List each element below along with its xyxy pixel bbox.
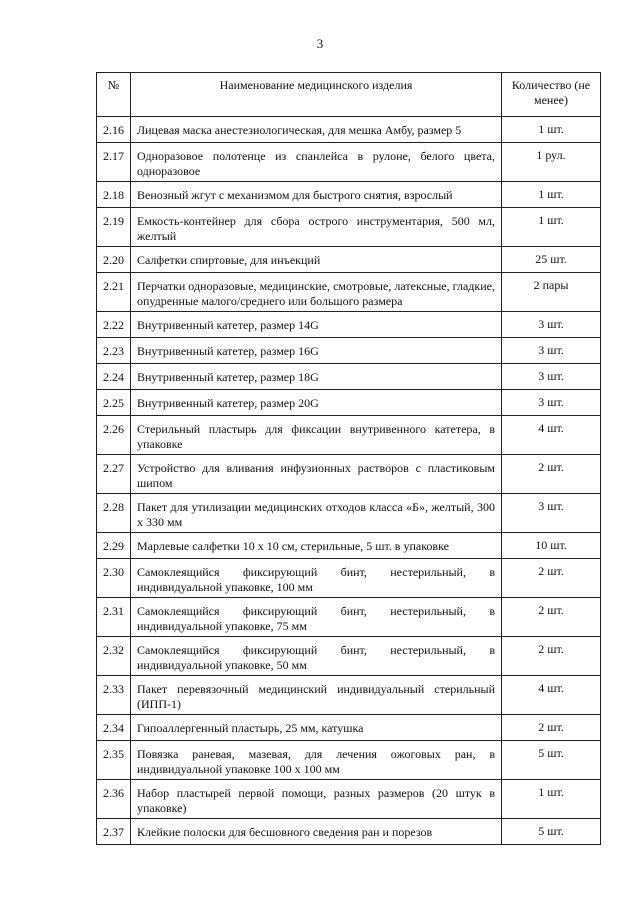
row-item-name: Марлевые салфетки 10 х 10 см, стерильные, 5 шт. в упаковке xyxy=(131,533,502,559)
row-quantity: 25 шт. xyxy=(502,247,601,273)
row-quantity: 2 шт. xyxy=(502,559,601,598)
row-quantity: 2 шт. xyxy=(502,455,601,494)
table-row xyxy=(97,715,601,741)
table-row xyxy=(97,780,601,819)
row-quantity: 3 шт. xyxy=(502,494,601,533)
row-quantity: 3 шт. xyxy=(502,312,601,338)
row-quantity: 4 шт. xyxy=(502,416,601,455)
table-row xyxy=(97,364,601,390)
row-number: 2.31 xyxy=(97,598,131,637)
row-quantity: 1 шт. xyxy=(502,780,601,819)
header-quantity: Количество (не менее) xyxy=(502,73,601,117)
row-number: 2.34 xyxy=(97,715,131,741)
medical-items-table xyxy=(96,72,601,845)
row-number: 2.36 xyxy=(97,780,131,819)
row-item-name: Пакет перевязочный медицинский индивидуальный стерильный (ИПП-1) xyxy=(131,676,502,715)
table-row xyxy=(97,494,601,533)
page-number: 3 xyxy=(316,36,324,51)
row-number: 2.17 xyxy=(97,143,131,182)
header-item-name: Наименование медицинского изделия xyxy=(131,73,502,117)
row-item-name: Клейкие полоски для бесшовного сведения ран и порезов xyxy=(131,819,502,845)
row-item-name: Самоклеящийся фиксирующий бинт, нестерильный, в индивидуальной упаковке, 100 мм xyxy=(131,559,502,598)
table-row xyxy=(97,416,601,455)
table-row xyxy=(97,533,601,559)
row-number: 2.30 xyxy=(97,559,131,598)
row-item-name: Внутривенный катетер, размер 20G xyxy=(131,390,502,416)
row-quantity: 5 шт. xyxy=(502,741,601,780)
row-quantity: 1 шт. xyxy=(502,182,601,208)
row-number: 2.24 xyxy=(97,364,131,390)
row-quantity: 2 шт. xyxy=(502,715,601,741)
row-item-name: Повязка раневая, мазевая, для лечения ожоговых ран, в индивидуальной упаковке 100 х 100 мм xyxy=(131,741,502,780)
row-quantity: 10 шт. xyxy=(502,533,601,559)
row-number: 2.29 xyxy=(97,533,131,559)
table-row xyxy=(97,143,601,182)
row-item-name: Внутривенный катетер, размер 16G xyxy=(131,338,502,364)
row-number: 2.21 xyxy=(97,273,131,312)
row-item-name: Венозный жгут с механизмом для быстрого снятия, взрослый xyxy=(131,182,502,208)
row-number: 2.16 xyxy=(97,117,131,143)
header-number: № xyxy=(97,73,131,117)
row-number: 2.23 xyxy=(97,338,131,364)
row-number: 2.20 xyxy=(97,247,131,273)
row-number: 2.37 xyxy=(97,819,131,845)
table-row xyxy=(97,559,601,598)
row-quantity: 5 шт. xyxy=(502,819,601,845)
row-number: 2.33 xyxy=(97,676,131,715)
row-item-name: Стерильный пластырь для фиксации внутривенного катетера, в упаковке xyxy=(131,416,502,455)
row-quantity: 1 рул. xyxy=(502,143,601,182)
table-row xyxy=(97,208,601,247)
row-item-name: Пакет для утилизации медицинских отходов класса «Б», желтый, 300 х 330 мм xyxy=(131,494,502,533)
row-number: 2.26 xyxy=(97,416,131,455)
row-quantity: 1 шт. xyxy=(502,117,601,143)
table-row xyxy=(97,247,601,273)
table-row xyxy=(97,819,601,845)
row-item-name: Внутривенный катетер, размер 18G xyxy=(131,364,502,390)
table-row xyxy=(97,741,601,780)
row-number: 2.35 xyxy=(97,741,131,780)
row-item-name: Самоклеящийся фиксирующий бинт, нестерильный, в индивидуальной упаковке, 75 мм xyxy=(131,598,502,637)
table-header-row xyxy=(97,73,601,117)
table-row xyxy=(97,182,601,208)
row-number: 2.22 xyxy=(97,312,131,338)
table-row xyxy=(97,312,601,338)
row-quantity: 2 пары xyxy=(502,273,601,312)
row-number: 2.25 xyxy=(97,390,131,416)
row-quantity: 4 шт. xyxy=(502,676,601,715)
row-item-name: Перчатки одноразовые, медицинские, смотровые, латексные, гладкие, опудренные малого/среднего или большого размера xyxy=(131,273,502,312)
table-row xyxy=(97,455,601,494)
table-row xyxy=(97,338,601,364)
row-item-name: Набор пластырей первой помощи, разных размеров (20 штук в упаковке) xyxy=(131,780,502,819)
row-quantity: 3 шт. xyxy=(502,390,601,416)
table-row xyxy=(97,676,601,715)
row-item-name: Одноразовое полотенце из спанлейса в рулоне, белого цвета, одноразовое xyxy=(131,143,502,182)
row-number: 2.28 xyxy=(97,494,131,533)
row-item-name: Салфетки спиртовые, для инъекций xyxy=(131,247,502,273)
row-number: 2.27 xyxy=(97,455,131,494)
table-row xyxy=(97,637,601,676)
row-item-name: Лицевая маска анестезиологическая, для мешка Амбу, размер 5 xyxy=(131,117,502,143)
row-item-name: Внутривенный катетер, размер 14G xyxy=(131,312,502,338)
row-item-name: Гипоаллергенный пластырь, 25 мм, катушка xyxy=(131,715,502,741)
row-number: 2.19 xyxy=(97,208,131,247)
row-number: 2.18 xyxy=(97,182,131,208)
table-row xyxy=(97,273,601,312)
table-row xyxy=(97,598,601,637)
row-item-name: Емкость-контейнер для сбора острого инструментария, 500 мл, желтый xyxy=(131,208,502,247)
row-quantity: 3 шт. xyxy=(502,364,601,390)
table-row xyxy=(97,390,601,416)
row-quantity: 3 шт. xyxy=(502,338,601,364)
table-row xyxy=(97,117,601,143)
row-number: 2.32 xyxy=(97,637,131,676)
row-quantity: 2 шт. xyxy=(502,637,601,676)
row-item-name: Устройство для вливания инфузионных растворов с пластиковым шипом xyxy=(131,455,502,494)
row-quantity: 2 шт. xyxy=(502,598,601,637)
row-item-name: Самоклеящийся фиксирующий бинт, нестерильный, в индивидуальной упаковке, 50 мм xyxy=(131,637,502,676)
row-quantity: 1 шт. xyxy=(502,208,601,247)
